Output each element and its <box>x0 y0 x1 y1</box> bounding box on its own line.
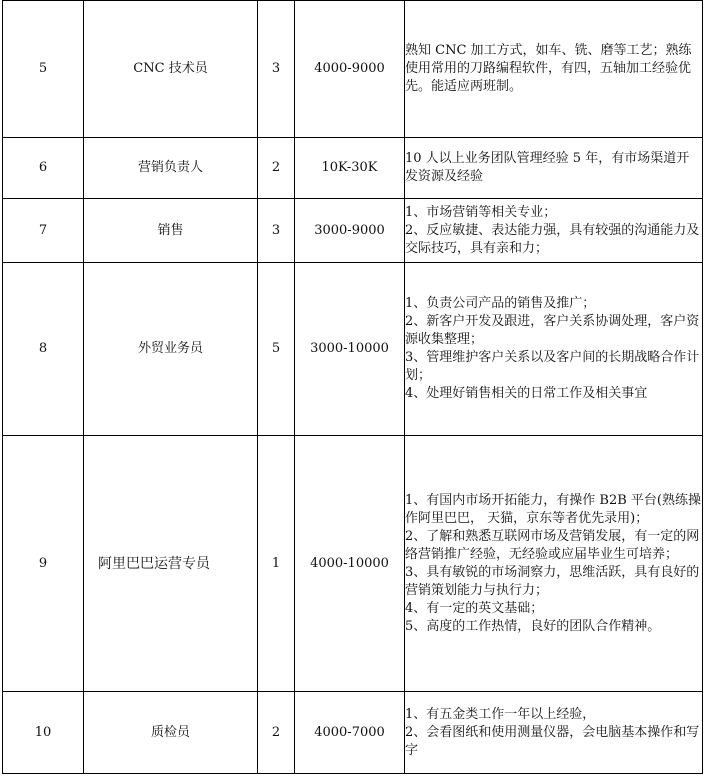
requirement-line: 1、负责公司产品的销售及推广； <box>405 296 596 311</box>
requirements <box>405 138 703 199</box>
requirements <box>405 263 703 436</box>
requirement-line: 2、了解和熟悉互联网市场及营销发展，有一定的网络营销推广经验，无经验或应届毕业生可培养； <box>405 528 700 562</box>
requirements <box>405 692 703 774</box>
row-number: 6 <box>3 138 84 199</box>
requirement-line: 10 人以上业务团队管理经验 5 年，有市场渠道开发资源及经验 <box>405 151 690 184</box>
table-row <box>3 263 703 436</box>
requirement-line: 4、有一定的英文基础； <box>405 600 544 616</box>
headcount: 5 <box>258 263 295 436</box>
headcount: 1 <box>258 436 295 692</box>
table-row <box>3 1 703 138</box>
requirement-line: 2、反应敏捷、表达能力强，具有较强的沟通能力及交际技巧，具有亲和力； <box>405 222 700 256</box>
position-title: 营销负责人 <box>84 138 258 199</box>
position-title: 质检员 <box>84 692 258 774</box>
requirement-line: 4、处理好销售相关的日常工作及相关事宜 <box>405 386 648 401</box>
salary-range: 3000-10000 <box>295 263 405 436</box>
requirement-line: 2、会看图纸和使用测量仪器，会电脑基本操作和写字 <box>405 724 700 758</box>
headcount: 2 <box>258 692 295 774</box>
salary-range: 4000-7000 <box>295 692 405 774</box>
salary-range: 4000-9000 <box>295 1 405 138</box>
row-number: 9 <box>3 436 84 692</box>
row-number: 5 <box>3 1 84 138</box>
table-row <box>3 692 703 774</box>
headcount: 2 <box>258 138 295 199</box>
salary-range: 3000-9000 <box>295 199 405 263</box>
requirement-line: 3、管理维护客户关系以及客户间的长期战略合作计划； <box>405 350 700 383</box>
requirement-line: 1、有五金类工作一年以上经验， <box>405 706 596 722</box>
requirement-line: 2、新客户开发及跟进，客户关系协调处理，客户资源收集整理； <box>405 314 700 347</box>
requirements <box>405 1 703 138</box>
table-row <box>3 436 703 692</box>
job-listing-table <box>2 0 703 774</box>
table-row <box>3 138 703 199</box>
requirement-line: 5、高度的工作热情，良好的团队合作精神。 <box>405 618 661 634</box>
row-number: 10 <box>3 692 84 774</box>
requirement-line: 1、市场营销等相关专业； <box>405 204 557 220</box>
requirements <box>405 199 703 263</box>
job-rows <box>3 1 703 774</box>
row-number: 8 <box>3 263 84 436</box>
row-number: 7 <box>3 199 84 263</box>
position-title: CNC 技术员 <box>84 1 258 138</box>
requirement-line: 1、有国内市场开拓能力，有操作 B2B 平台(熟练操作阿里巴巴， 天猫，京东等者优先录用)； <box>405 492 701 526</box>
requirement-line: 3、具有敏锐的市场洞察力，思维活跃，具有良好的营销策划能力与执行力； <box>405 564 700 598</box>
position-title: 阿里巴巴运营专员 <box>84 436 258 692</box>
position-title: 外贸业务员 <box>84 263 258 436</box>
salary-range: 4000-10000 <box>295 436 405 692</box>
salary-range: 10K-30K <box>295 138 405 199</box>
headcount: 3 <box>258 1 295 138</box>
position-title: 销售 <box>84 199 258 263</box>
requirement-line: 熟知 CNC 加工方式，如车、铣、磨等工艺；熟练使用常用的刀路编程软件，有四，五轴加工经验优先。能适应两班制。 <box>405 43 692 94</box>
requirements <box>405 436 703 692</box>
headcount: 3 <box>258 199 295 263</box>
table-row <box>3 199 703 263</box>
